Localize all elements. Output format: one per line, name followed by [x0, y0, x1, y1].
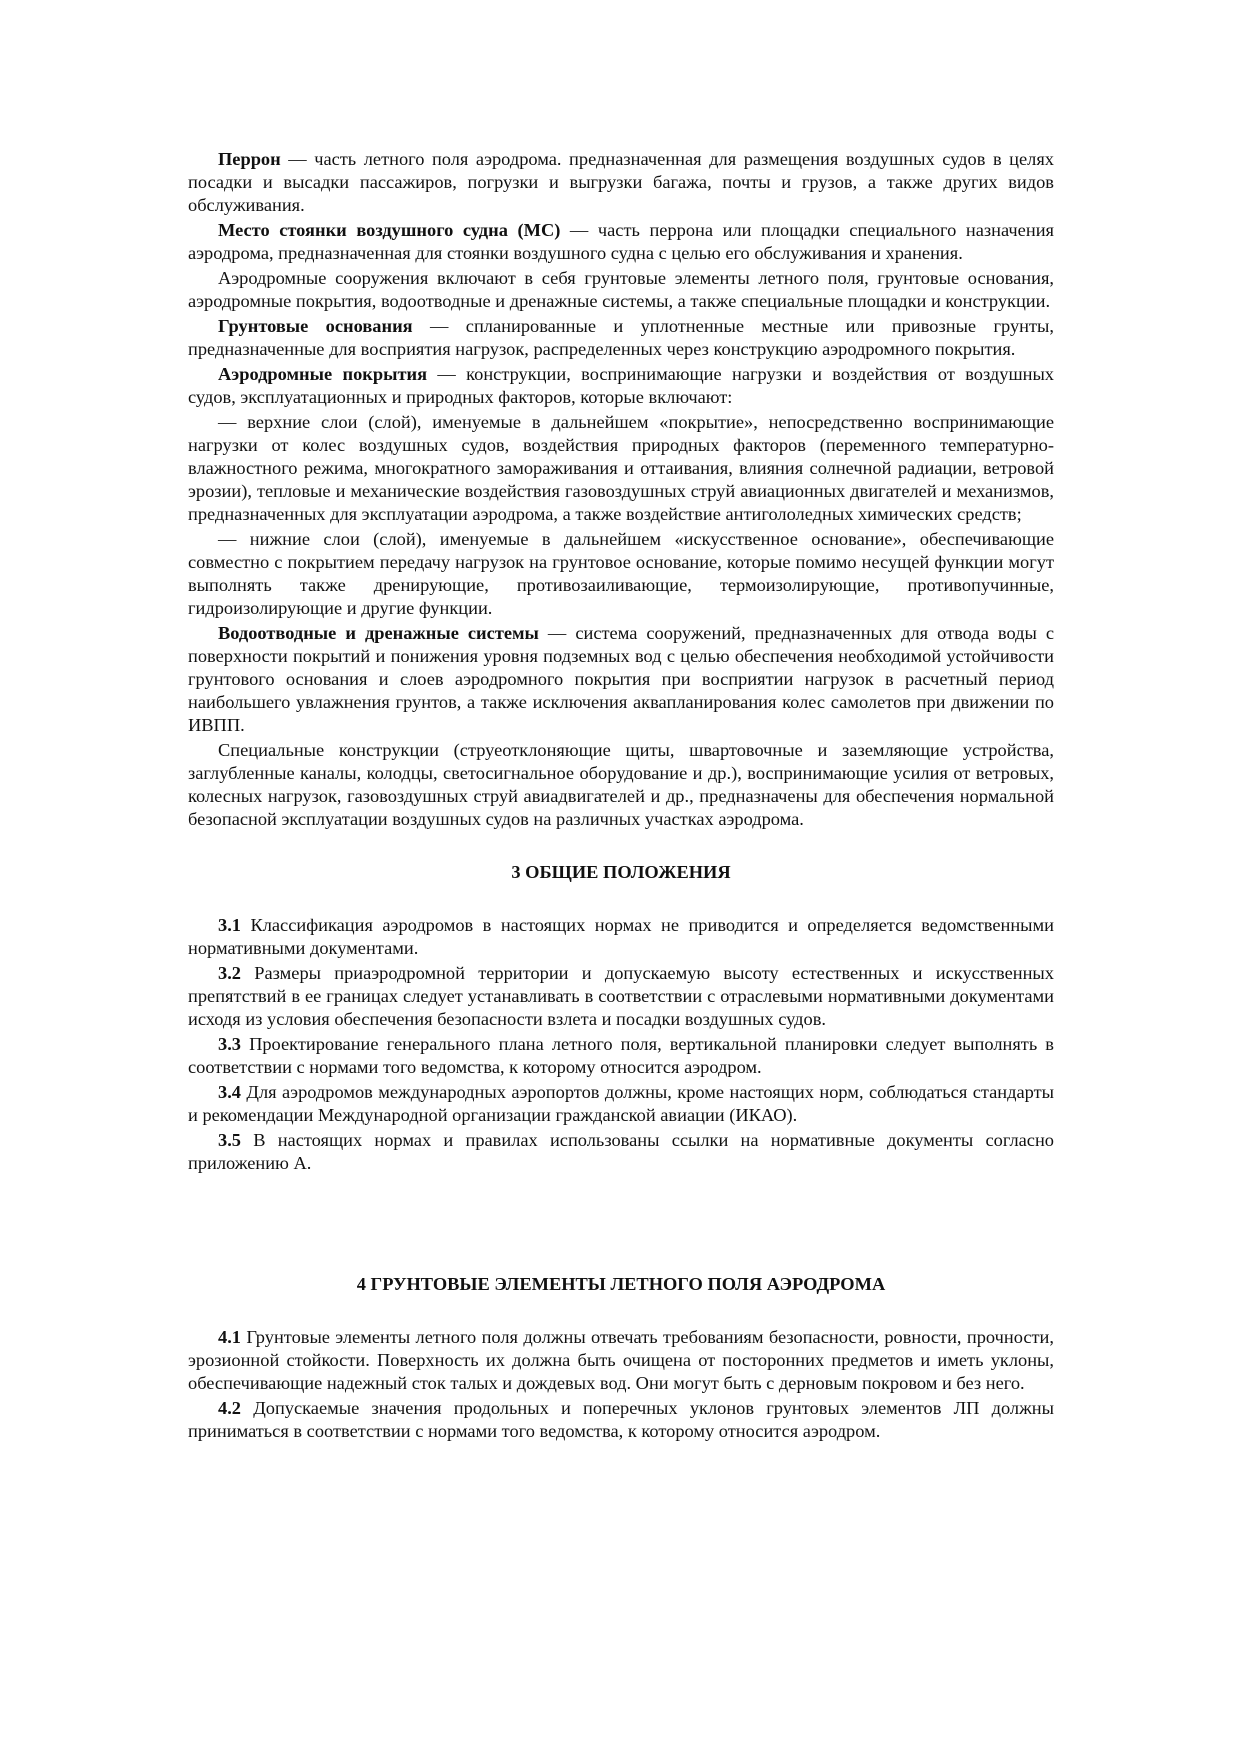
definition-text: — система сооружений, предназначенных для отвода воды с поверхности покрытий и понижения уровня подземных вод с целью обеспечения необходимой устойчивости грунтового основания и слоев аэродромного покрытия при восприятии нагрузок в расчетный период наибольшего увлажнения грунтов, а также исключения аквапланирования колес самолетов при движении по ИВПП.	[188, 623, 1055, 735]
clause-number: 3.4	[218, 1082, 241, 1102]
definition-paragraph	[188, 219, 1054, 265]
clause-paragraph	[188, 1397, 1054, 1443]
clause-text: В настоящих нормах и правилах использованы ссылки на нормативные документы согласно приложению А.	[188, 1130, 1054, 1173]
definition-term: Водоотводные и дренажные системы	[218, 623, 539, 643]
definition-text: — часть перрона или площадки специального назначения аэродрома, предназначенная для стоянки воздушного судна с целью его обслуживания и хранения.	[188, 220, 1054, 263]
definition-text: — часть летного поля аэродрома. предназначенная для размещения воздушных судов в целях посадки и высадки пассажиров, погрузки и выгрузки багажа, почты и грузов, а также других видов обслуживания.	[188, 149, 1054, 215]
clause-text: Для аэродромов международных аэропортов должны, кроме настоящих норм, соблюдаться стандарты и рекомендации Международной организации гражданской авиации (ИКАО).	[188, 1082, 1054, 1125]
section-heading: 4 ГРУНТОВЫЕ ЭЛЕМЕНТЫ ЛЕТНОГО ПОЛЯ АЭРОДРОМА	[356, 1274, 886, 1294]
clause-paragraph	[188, 962, 1054, 1031]
clause-text: Проектирование генерального плана летного поля, вертикальной планировки следует выполнять в соответствии с нормами того ведомства, к которому относится аэродром.	[188, 1034, 1054, 1077]
section-heading: 3 ОБЩИЕ ПОЛОЖЕНИЯ	[511, 862, 731, 882]
clause-text: Размеры приаэродромной территории и допускаемую высоту естественных и искусственных препятствий в ее границах следует устанавливать в соответствии с отраслевыми нормативными документами исходя из условия обеспечения безопасности взлета и посадки воздушных судов.	[188, 963, 1054, 1029]
clause-number: 3.1	[218, 915, 241, 935]
clause-number: 4.1	[218, 1327, 241, 1347]
body-paragraph	[188, 267, 1054, 313]
definition-paragraph	[188, 363, 1054, 409]
list-paragraph	[188, 528, 1054, 620]
definition-paragraph	[188, 148, 1054, 217]
definition-term: Грунтовые основания	[218, 316, 413, 336]
definition-text: — спланированные и уплотненные местные или привозные грунты, предназначенные для восприятия нагрузок, распределенных через конструкцию аэродромного покрытия.	[188, 316, 1054, 359]
definition-term: Перрон	[218, 149, 281, 169]
clause-paragraph	[188, 1081, 1054, 1127]
clause-paragraph	[188, 1129, 1054, 1175]
clause-paragraph	[188, 914, 1054, 960]
definition-paragraph	[188, 315, 1054, 361]
definition-term: Место стоянки воздушного судна (МС)	[218, 220, 561, 240]
paragraph-text: — нижние слои (слой), именуемые в дальнейшем «искусственное основание», обеспечивающие совместно с покрытием передачу нагрузок на грунтовое основание, которые помимо несущей функции могут выполнять также дренирующие, противозаиливающие, термоизолирующие, противопучинные, гидроизолирующие и другие функции.	[188, 529, 1054, 618]
definition-term: Аэродромные покрытия	[218, 364, 428, 384]
clause-number: 3.2	[218, 963, 241, 983]
paragraph-text: Аэродромные сооружения включают в себя грунтовые элементы летного поля, грунтовые основания, аэродромные покрытия, водоотводные и дренажные системы, а также специальные площадки и конструкции.	[188, 268, 1054, 311]
clause-text: Грунтовые элементы летного поля должны отвечать требованиям безопасности, ровности, прочности, эрозионной стойкости. Поверхность их должна быть очищена от посторонних предметов и иметь уклоны, обеспечивающие надежный сток талых и дождевых вод. Они могут быть с дерновым покровом и без него.	[188, 1327, 1054, 1393]
clause-number: 3.3	[218, 1034, 241, 1054]
list-paragraph	[188, 411, 1054, 526]
clause-text: Допускаемые значения продольных и поперечных уклонов грунтовых элементов ЛП должны приниматься в соответствии с нормами того ведомства, к которому относится аэродром.	[188, 1398, 1054, 1441]
definition-text: — конструкции, воспринимающие нагрузки и воздействия от воздушных судов, эксплуатационных и природных факторов, которые включают:	[188, 364, 1054, 407]
paragraph-text: Специальные конструкции (струеотклоняющие щиты, швартовочные и заземляющие устройства, заглубленные каналы, колодцы, светосигнальное оборудование и др.), воспринимающие усилия от ветровых, колесных нагрузок, газовоздушных струй авиадвигателей и др., предназначены для обеспечения нормальной безопасной эксплуатации воздушных судов на различных участках аэродрома.	[188, 740, 1054, 829]
clause-paragraph	[188, 1326, 1054, 1395]
definition-paragraph	[188, 622, 1054, 737]
clause-paragraph	[188, 1033, 1054, 1079]
clause-text: Классификация аэродромов в настоящих нормах не приводится и определяется ведомственными нормативными документами.	[188, 915, 1054, 958]
paragraph-text: — верхние слои (слой), именуемые в дальнейшем «покрытие», непосредственно воспринимающие нагрузки от колес воздушных судов, воздействия природных факторов (переменного температурно-влажностного режима, многократного замораживания и оттаивания, влияния солнечной радиации, ветровой эрозии), тепловые и механические воздействия газовоздушных струй авиационных двигателей и механизмов, предназначенных для эксплуатации аэродрома, а также воздействие антигололедных химических средств;	[188, 412, 1054, 524]
body-paragraph	[188, 739, 1054, 831]
clause-number: 4.2	[218, 1398, 241, 1418]
clause-number: 3.5	[218, 1130, 241, 1150]
